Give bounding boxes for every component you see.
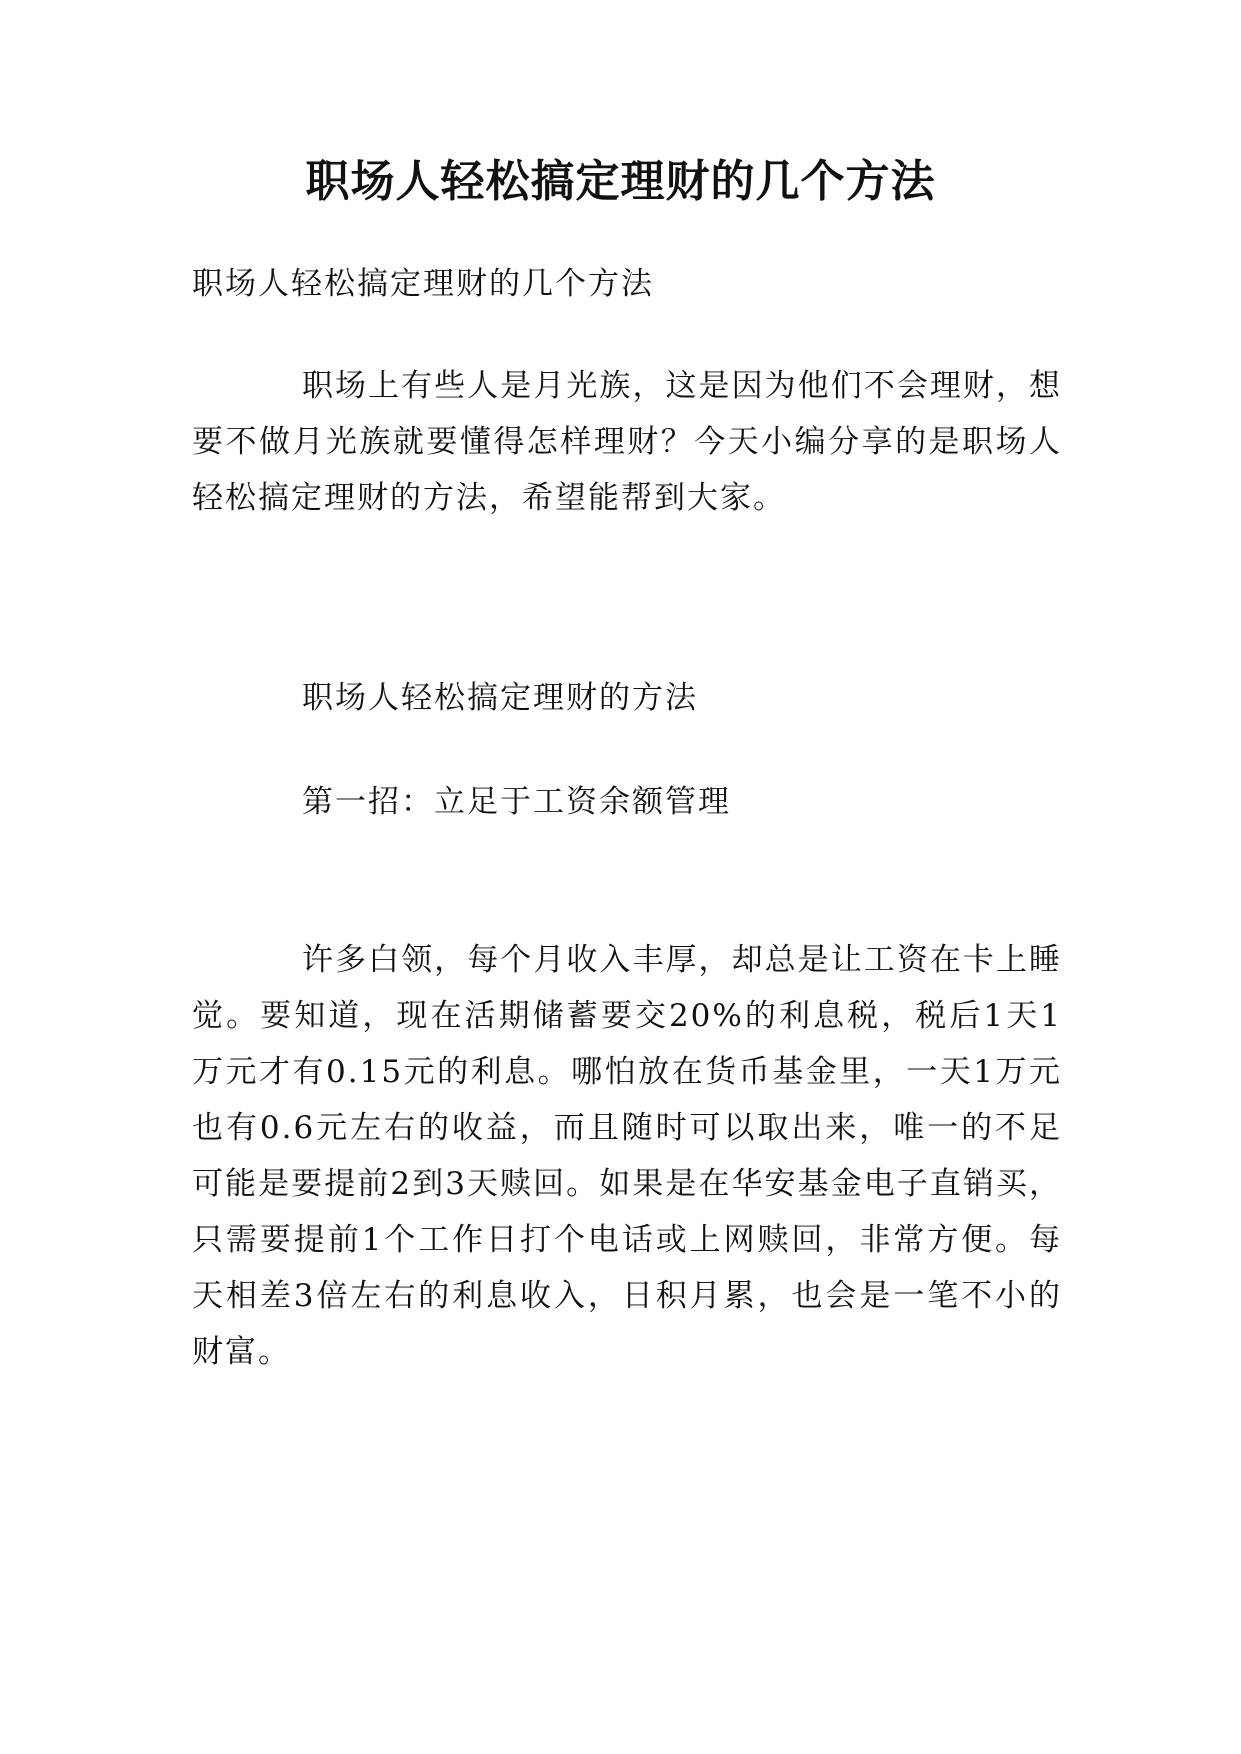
tip-one-paragraph: 许多白领，每个月收入丰厚，却总是让工资在卡上睡觉。要知道，现在活期储蓄要交20%的利息税，税后1天1万元才有0.15元的利息。哪怕放在货币基金里，一天1万元也有0.6元左右的收益，而且随时可以取出来，唯一的不足可能是要提前2到3天赎回。如果是在华安基金电子直销买，只需要提前1个工作日打个电话或上网赎回，非常方便。每天相差3倍左右的利息收入，日积月累，也会是一笔不小的财富。 <box>192 942 1062 1370</box>
section-heading: 职场人轻松搞定理财的方法 <box>302 680 698 716</box>
tip-one-heading: 第一招：立足于工资余额管理 <box>302 784 731 820</box>
intro-paragraph: 职场上有些人是月光族，这是因为他们不会理财，想要不做月光族就要懂得怎样理财？今天小编分享的是职场人轻松搞定理财的方法，希望能帮到大家。 <box>192 368 1062 516</box>
document-subtitle: 职场人轻松搞定理财的几个方法 <box>192 266 654 302</box>
document-title: 职场人轻松搞定理财的几个方法 <box>305 156 936 207</box>
